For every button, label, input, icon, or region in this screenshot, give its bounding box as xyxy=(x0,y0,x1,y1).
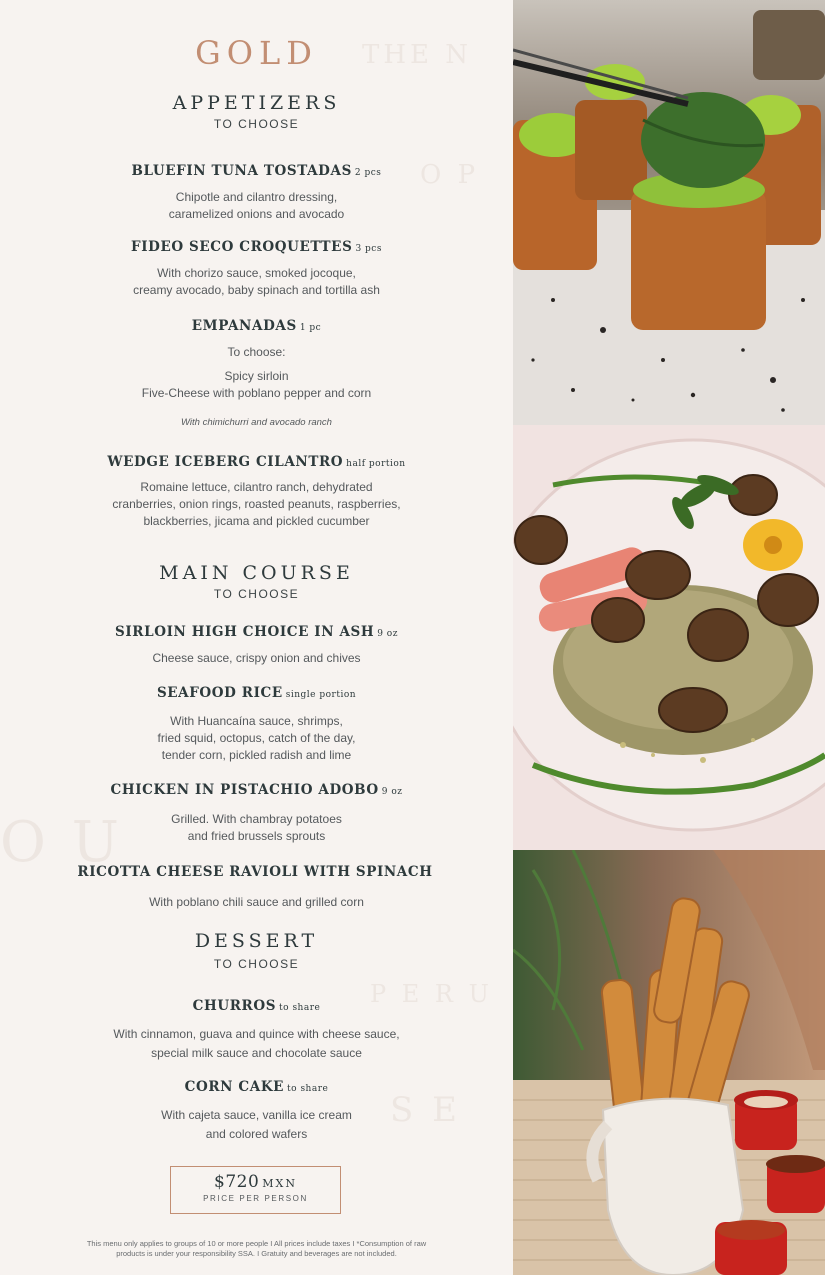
price-box xyxy=(170,1166,341,1214)
menu-item-choose-label: To choose: xyxy=(227,345,286,359)
menu-item-title: CHURROS to share xyxy=(192,998,321,1014)
main-course-subheading: TO CHOOSE xyxy=(213,587,300,601)
map-watermark: S E xyxy=(390,1090,461,1130)
map-watermark: O P xyxy=(420,160,480,190)
menu-item-description: Romaine lettuce, cilantro ranch, dehydrated cranberries, onion rings, roasted peanuts, raspberries, blackberries, jicama and pickled cucumber xyxy=(112,480,401,528)
price-label: PRICE PER PERSON xyxy=(203,1194,308,1203)
menu-item-description: With chorizo sauce, smoked jocoque, creamy avocado, baby spinach and tortilla ash xyxy=(133,266,380,297)
dessert-heading: DESSERT xyxy=(194,930,319,952)
menu-item-description: With Huancaína sauce, shrimps, fried squid, octopus, catch of the day, tender corn, pickled radish and lime xyxy=(157,714,356,762)
appetizers-heading: APPETIZERS xyxy=(172,92,341,114)
menu-item-description: With cinnamon, guava and quince with cheese sauce, special milk sauce and chocolate sauce xyxy=(113,1027,400,1060)
menu-item-title: CHICKEN IN PISTACHIO ADOBO 9 oz xyxy=(110,782,403,798)
menu-item-title: WEDGE ICEBERG CILANTRO half portion xyxy=(107,454,406,470)
map-watermark: O U xyxy=(0,810,123,875)
main-course-heading: MAIN COURSE xyxy=(159,562,354,584)
menu-item-title: RICOTTA CHEESE RAVIOLI WITH SPINACH xyxy=(77,864,433,880)
tuna-tostadas-photo xyxy=(513,0,825,425)
chicken-pistachio-adobo-photo xyxy=(513,425,825,850)
menu-item-note: With chimichurri and avocado ranch xyxy=(181,417,332,428)
map-watermark: P E R U xyxy=(370,980,493,1008)
menu-item-description: With poblano chili sauce and grilled corn xyxy=(149,895,364,909)
menu-item-title: BLUEFIN TUNA TOSTADAS 2 pcs xyxy=(131,163,382,179)
menu-item-title: SEAFOOD RICE single portion xyxy=(156,685,357,701)
menu-item-description: Cheese sauce, crispy onion and chives xyxy=(152,651,361,665)
footer-disclaimer: This menu only applies to groups of 10 or more people I All prices include taxes I *Consumption of raw products is under your responsibility SSA. I Gratuity and beverages are not included. xyxy=(86,1239,427,1258)
menu-item-description: Chipotle and cilantro dressing, caramelized onions and avocado xyxy=(168,190,345,221)
menu-item-title: EMPANADAS 1 pc xyxy=(191,318,322,334)
dessert-subheading: TO CHOOSE xyxy=(213,957,300,971)
menu-item-description: Spicy sirloin Five-Cheese with poblano pepper and corn xyxy=(141,369,372,400)
menu-item-title: CORN CAKE to share xyxy=(184,1079,329,1095)
churros-photo xyxy=(513,850,825,1275)
menu-item-title: SIRLOIN HIGH CHOICE IN ASH 9 oz xyxy=(115,624,398,640)
appetizers-subheading: TO CHOOSE xyxy=(213,117,300,131)
price-amount: $720 MXN xyxy=(214,1172,297,1192)
menu-item-description: Grilled. With chambray potatoes and fried brussels sprouts xyxy=(171,812,342,843)
menu-item-description: With cajeta sauce, vanilla ice cream and colored wafers xyxy=(161,1108,352,1141)
map-watermark: THE N xyxy=(362,40,473,70)
brand-title: GOLD xyxy=(195,34,318,72)
menu-item-title: FIDEO SECO CROQUETTES 3 pcs xyxy=(131,239,382,255)
